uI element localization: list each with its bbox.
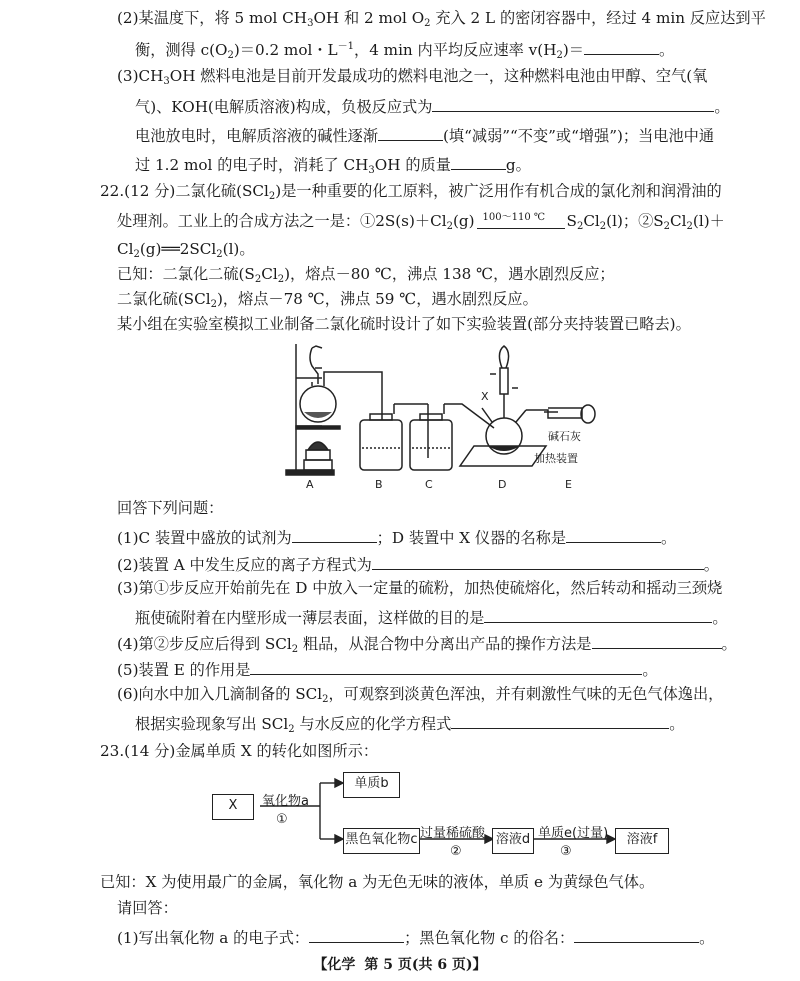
flow-box-d: 溶液d <box>492 828 534 854</box>
q22-sub3-line2: 瓶使硫附着在内壁形成一薄层表面，这样做的目的是 。 <box>135 606 728 628</box>
flow-box-c: 黑色氧化物c <box>343 828 420 854</box>
q22-sub5: (5)装置 E 的作用是 。 <box>117 658 658 680</box>
q22-sub4: (4)第②步反应后得到 SCl$_2$ 粗品，从混合物中分离出产品的操作方法是 。 <box>117 632 737 660</box>
flow-box-b: 单质b <box>343 772 400 798</box>
answer-blank[interactable] <box>309 926 404 943</box>
q22-equation-1: 处理剂。工业上的合成方法之一是：$①2S(s)+Cl_2(g)$ 100～110 ℃ $S_2Cl_2(l)$；$②S_2Cl_2(l)+$ <box>117 211 725 237</box>
q21-part2-line2: 衡，测得 $c(O_2)=0.2$ mol・$L^{-1}$，4 min 内平均反应速率 $v(H_2)=$ 。 <box>135 37 674 66</box>
answer-blank[interactable] <box>592 632 722 649</box>
flow-label-e: 单质e(过量) <box>538 826 609 841</box>
answer-blank[interactable] <box>584 38 659 55</box>
q22-known-2: 二氯化硫(SCl$_2$)，熔点－78 ℃，沸点 59 ℃，遇水剧烈反应。 <box>117 290 538 310</box>
label-C: C <box>425 478 433 491</box>
flow-label-step2: ② <box>450 844 462 859</box>
experimental-apparatus <box>282 338 612 493</box>
q22-known-1: 已知：二氯化二硫$(S_2Cl_2)$，熔点－80 ℃，沸点 138 ℃，遇水剧烈反应； <box>117 265 615 285</box>
label-X: X <box>481 390 489 403</box>
answer-blank[interactable] <box>574 926 699 943</box>
answer-blank[interactable] <box>432 95 714 112</box>
q21-part3-line3: 电池放电时，电解质溶液的碱性逐渐 (填“减弱”“不变”或“增强”)；当电池中通 <box>135 124 714 146</box>
q22-sub2: (2)装置 A 中发生反应的离子方程式为 。 <box>117 553 719 575</box>
flow-label-acid: 过量稀硫酸 <box>420 826 486 841</box>
flow-box-x: X <box>212 794 254 820</box>
answer-blank[interactable] <box>292 526 377 543</box>
flow-label-step3: ③ <box>560 844 572 859</box>
q22-sub3-line1: (3)第①步反应开始前先在 D 中放入一定量的硫粉，加热使硫熔化，然后转动和摇动三颈烧 <box>117 579 723 597</box>
q22-intro: 22.(12 分)二氯化硫(SCl$_2$)是一种重要的化工原料，被广泛用作有机合成的氯化剂和润滑油的 <box>100 182 722 202</box>
answer-blank[interactable] <box>250 658 642 675</box>
q21-part3-line4: 过 1.2 mol 的电子时，消耗了 $CH_3OH$ 的质量 g。 <box>135 153 531 181</box>
answer-blank[interactable] <box>451 153 506 170</box>
label-E: E <box>565 478 572 491</box>
reaction-arrow: 100～110 ℃ <box>475 217 567 237</box>
q22-setup: 某小组在实验室模拟工业制备二氯化硫时设计了如下实验装置(部分夹持装置已略去)。 <box>117 315 691 333</box>
label-B: B <box>375 478 383 491</box>
footer-page: 第 5 页(共 6 页)】 <box>364 957 487 973</box>
q21-part2-line1: (2)某温度下，将 5 mol $CH_3OH$ 和 2 mol $O_2$ 充入 2 L 的密闭容器中，经过 4 min 反应达到平 <box>117 9 766 29</box>
page-footer <box>0 955 800 975</box>
q22-sub1: (1)C 装置中盛放的试剂为 ；D 装置中 X 仪器的名称是 。 <box>117 526 676 548</box>
flow-label-step1: ① <box>276 812 288 827</box>
flow-box-f: 溶液f <box>615 828 669 854</box>
answer-blank[interactable] <box>378 124 443 141</box>
q22-equation-2: $Cl_2(g)══2SCl_2(l)$。 <box>117 240 255 260</box>
q22-ask: 回答下列问题： <box>117 499 224 517</box>
footer-subject: 【化学 <box>313 957 356 973</box>
flow-label-oxide-a: 氧化物a <box>262 794 309 809</box>
label-D: D <box>498 478 507 491</box>
flow-diagram-lines <box>205 768 665 868</box>
label-heater: 加热装置 <box>534 452 578 465</box>
answer-blank[interactable] <box>372 553 704 570</box>
q23-sub1: (1)写出氧化物 a 的电子式： ；黑色氧化物 c 的俗名： 。 <box>117 926 714 948</box>
q22-sub6-line2: 根据实验现象写出 SCl$_2$ 与水反应的化学方程式 。 <box>135 712 684 740</box>
q21-part3-line2: 气)、KOH(电解质溶液)构成，负极反应式为 。 <box>135 95 730 117</box>
label-soda-lime: 碱石灰 <box>548 430 581 443</box>
label-A: A <box>306 478 314 491</box>
answer-blank[interactable] <box>484 606 712 623</box>
answer-blank[interactable] <box>566 526 661 543</box>
answer-blank[interactable] <box>451 712 669 729</box>
q23-known: 已知：X 为使用最广的金属，氧化物 a 为无色无味的液体，单质 e 为黄绿色气体。 <box>100 873 655 891</box>
q21-part3-line1: $(3)CH_3OH$ 燃料电池是目前开发最成功的燃料电池之一，这种燃料电池由甲醇、空气(氧 <box>117 67 708 87</box>
q22-sub6-line1: (6)向水中加入几滴制备的 SCl$_2$，可观察到淡黄色浑浊，并有刺激性气味的无色气体逸出， <box>117 685 724 705</box>
q23-intro: 23.(14 分)金属单质 X 的转化如图所示： <box>100 742 379 760</box>
q23-please: 请回答： <box>117 899 178 917</box>
